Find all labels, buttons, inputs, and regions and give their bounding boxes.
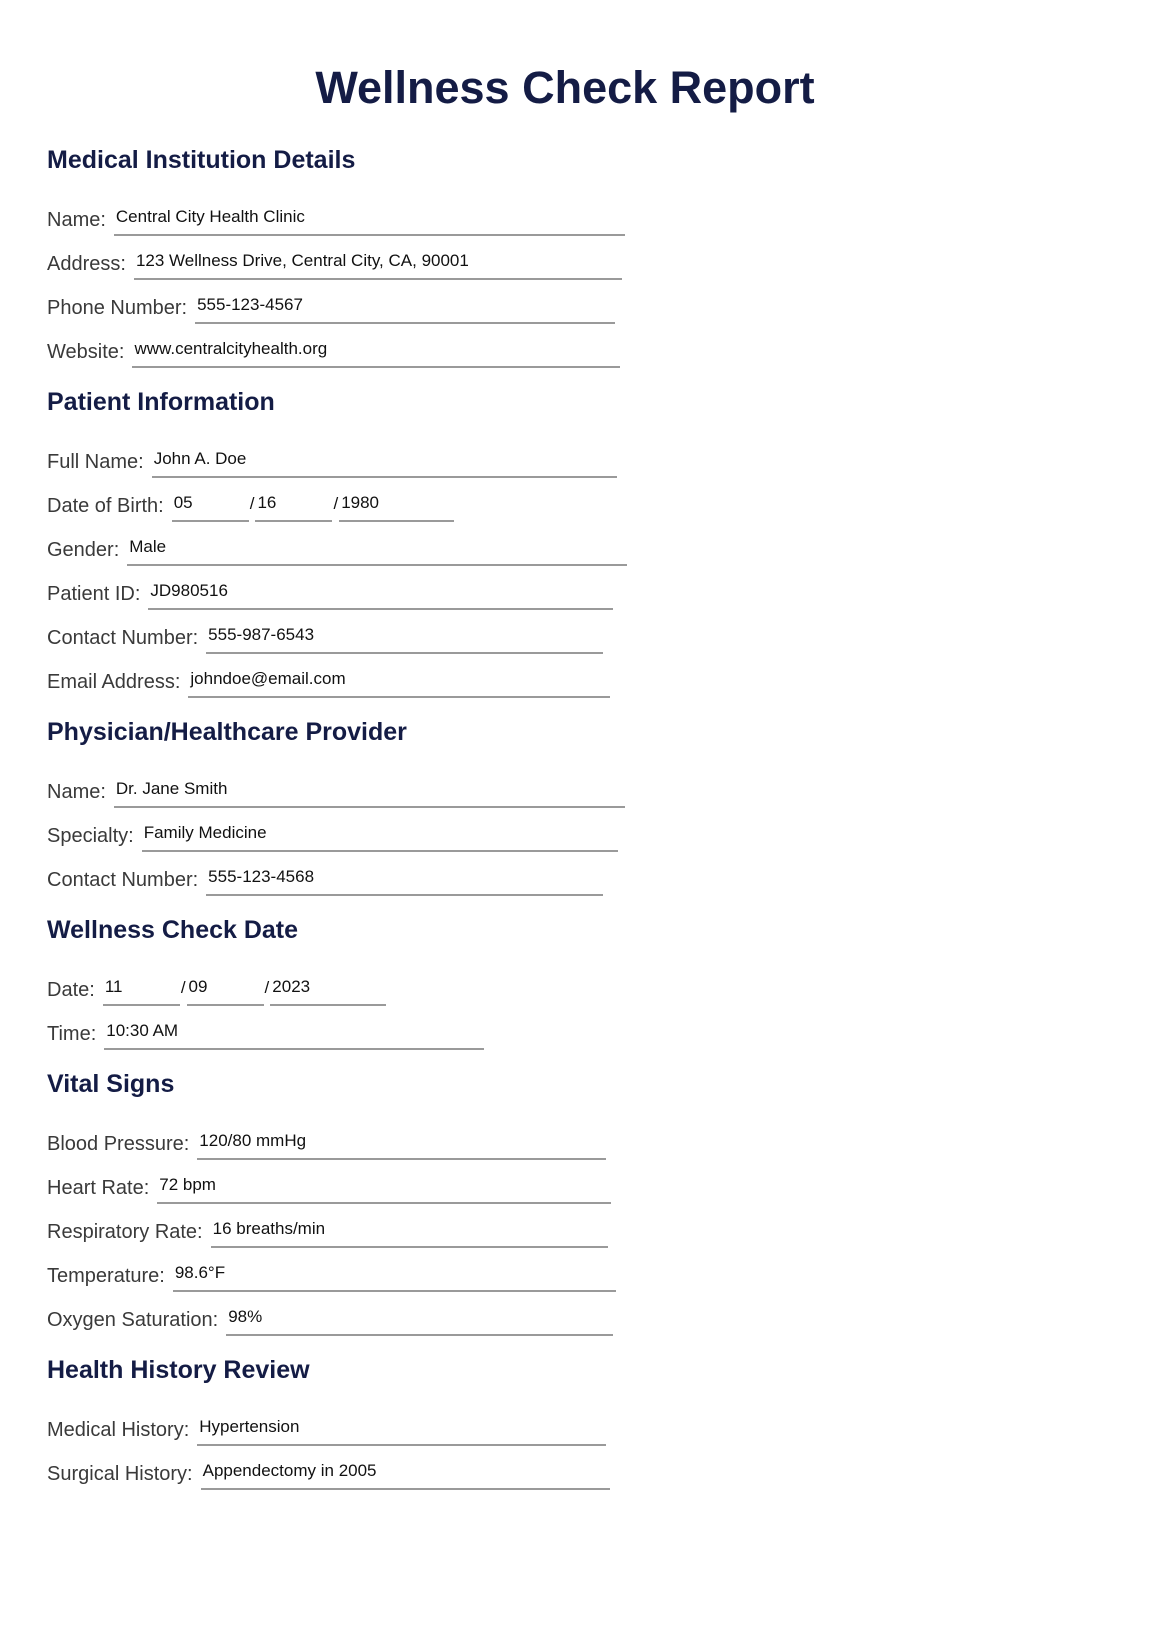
patient-name-row <box>47 434 617 478</box>
patient-gender-field[interactable]: Male <box>127 536 627 566</box>
physician-specialty-field[interactable]: Family Medicine <box>142 822 618 852</box>
field-label: Gender: <box>47 539 120 561</box>
institution-website-field[interactable]: www.centralcityhealth.org <box>132 338 620 368</box>
check-date-section <box>47 910 627 1050</box>
field-label: Email Address: <box>47 671 181 693</box>
check-time-field[interactable]: 10:30 AM <box>104 1020 484 1050</box>
field-label: Medical History: <box>47 1419 190 1441</box>
physician-contact-row <box>47 852 603 896</box>
patient-email-row <box>47 654 610 698</box>
section-heading: Health History Review <box>47 1356 310 1384</box>
field-label: Phone Number: <box>47 297 188 319</box>
date-separator: / <box>249 494 255 513</box>
date-separator: / <box>180 978 186 997</box>
institution-section <box>47 140 627 368</box>
date-year-field[interactable]: 2023 <box>270 976 386 1006</box>
physician-contact-field[interactable]: 555-123-4568 <box>206 866 603 896</box>
field-label: Address: <box>47 253 126 275</box>
o2-row <box>47 1292 613 1336</box>
temperature-field[interactable]: 98.6°F <box>173 1262 616 1292</box>
physician-specialty-row <box>47 808 618 852</box>
field-label: Website: <box>47 341 125 363</box>
patient-id-field[interactable]: JD980516 <box>148 580 613 610</box>
history-section <box>47 1350 627 1490</box>
patient-id-row <box>47 566 613 610</box>
section-heading: Vital Signs <box>47 1070 175 1098</box>
field-label: Name: <box>47 781 106 803</box>
rr-row <box>47 1204 608 1248</box>
date-separator: / <box>264 978 270 997</box>
field-label: Time: <box>47 1023 97 1045</box>
field-label: Surgical History: <box>47 1463 193 1485</box>
field-label: Full Name: <box>47 451 144 473</box>
medical-history-row <box>47 1402 606 1446</box>
field-label: Temperature: <box>47 1265 165 1287</box>
check-date-row <box>47 962 627 1006</box>
patient-email-field[interactable]: johndoe@email.com <box>188 668 610 698</box>
heart-rate-field[interactable]: 72 bpm <box>157 1174 611 1204</box>
institution-phone-row <box>47 280 615 324</box>
check-time-row <box>47 1006 484 1050</box>
temp-row <box>47 1248 616 1292</box>
field-label: Patient ID: <box>47 583 141 605</box>
hr-row <box>47 1160 611 1204</box>
patient-dob-row <box>47 478 627 522</box>
field-label: Name: <box>47 209 106 231</box>
oxygen-saturation-field[interactable]: 98% <box>226 1306 613 1336</box>
patient-contact-row <box>47 610 603 654</box>
field-label: Date: <box>47 979 95 1001</box>
physician-name-row <box>47 764 625 808</box>
patient-section <box>47 382 627 698</box>
patient-gender-row <box>47 522 627 566</box>
field-label: Contact Number: <box>47 869 199 891</box>
institution-address-row <box>47 236 622 280</box>
section-heading: Medical Institution Details <box>47 146 356 174</box>
section-heading: Patient Information <box>47 388 275 416</box>
field-label: Date of Birth: <box>47 495 164 517</box>
date-separator: / <box>333 494 339 513</box>
institution-website-row <box>47 324 620 368</box>
field-label: Blood Pressure: <box>47 1133 190 1155</box>
institution-phone-field[interactable]: 555-123-4567 <box>195 294 615 324</box>
section-heading: Physician/Healthcare Provider <box>47 718 407 746</box>
institution-name-field[interactable]: Central City Health Clinic <box>114 206 625 236</box>
dob-month-field[interactable]: 05 <box>172 492 249 522</box>
date-month-field[interactable]: 11 <box>103 976 180 1006</box>
institution-address-field[interactable]: 123 Wellness Drive, Central City, CA, 90001 <box>134 250 622 280</box>
physician-section <box>47 712 627 896</box>
bp-row <box>47 1116 606 1160</box>
medical-history-field[interactable]: Hypertension <box>197 1416 606 1446</box>
field-label: Heart Rate: <box>47 1177 150 1199</box>
field-label: Contact Number: <box>47 627 199 649</box>
field-label: Oxygen Saturation: <box>47 1309 219 1331</box>
surgical-history-row <box>47 1446 610 1490</box>
respiratory-rate-field[interactable]: 16 breaths/min <box>211 1218 608 1248</box>
page-title: Wellness Check Report <box>315 62 815 113</box>
patient-contact-field[interactable]: 555-987-6543 <box>206 624 603 654</box>
patient-name-field[interactable]: John A. Doe <box>152 448 617 478</box>
dob-day-field[interactable]: 16 <box>255 492 332 522</box>
dob-year-field[interactable]: 1980 <box>339 492 454 522</box>
institution-name-row <box>47 192 625 236</box>
blood-pressure-field[interactable]: 120/80 mmHg <box>197 1130 606 1160</box>
section-heading: Wellness Check Date <box>47 916 299 944</box>
physician-name-field[interactable]: Dr. Jane Smith <box>114 778 625 808</box>
form-content <box>47 140 627 1504</box>
field-label: Respiratory Rate: <box>47 1221 203 1243</box>
surgical-history-field[interactable]: Appendectomy in 2005 <box>201 1460 610 1490</box>
vitals-section <box>47 1064 627 1336</box>
field-label: Specialty: <box>47 825 134 847</box>
date-day-field[interactable]: 09 <box>187 976 264 1006</box>
